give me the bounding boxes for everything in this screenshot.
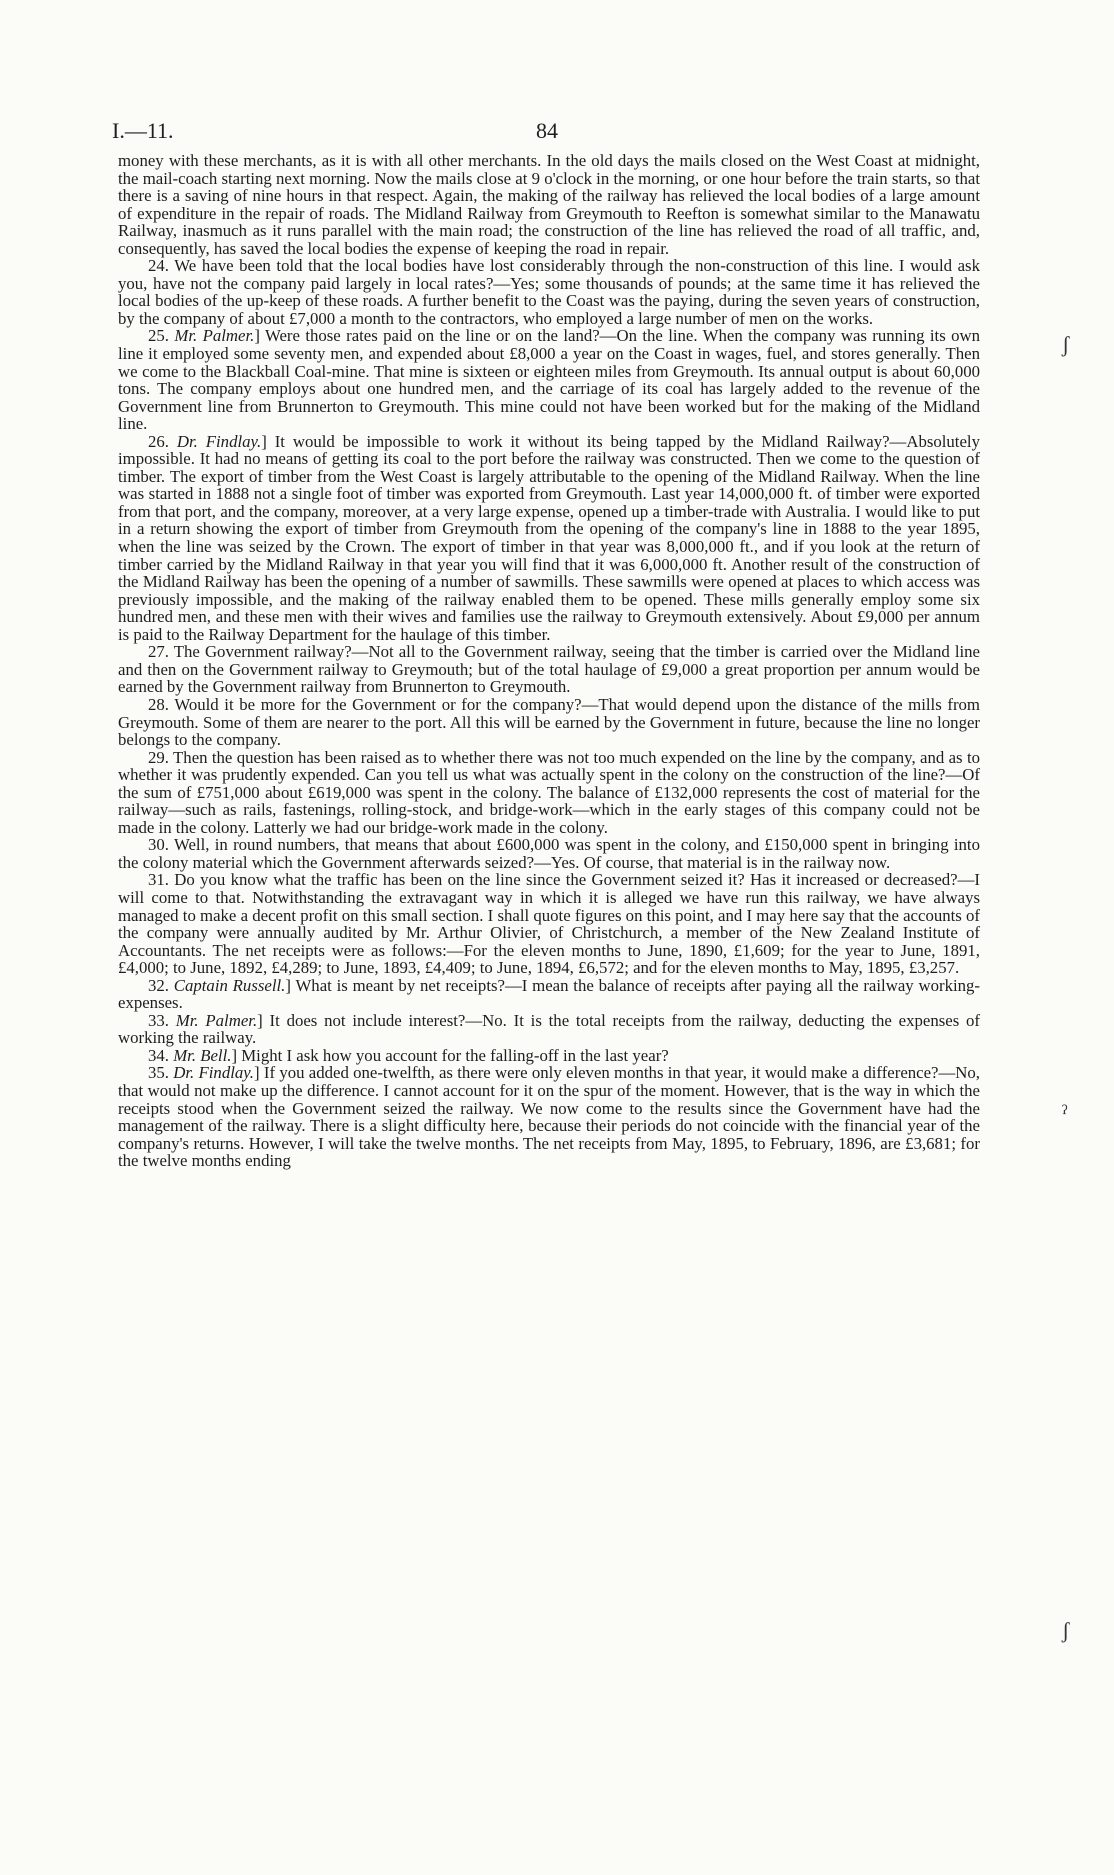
paragraph-text: The Government railway?—Not all to the Government railway, seeing that the timber is carried over the Midland line and then on the Government railway to Greymouth; but of the total haulage of £9,000 a great proportion per annum would be earned by the Government railway from Brunnerton to Greymouth. (118, 642, 980, 697)
paragraph-text: Do you know what the traffic has been on the line since the Government seized it? Has it increased or decreased?—I will come to that. Notwithstanding the extravagant way in which it is alleged we have run this railway, we have always managed to make a decent profit on this small section. I shall quote figures on this point, and I may here say that the accounts of the company were annually audited by Mr. Arthur Olivier, of Christchurch, a member of the New Zealand Institute of Accountants. The net receipts were as follows:—For the eleven months to June, 1890, £1,609; for the year to June, 1891, £4,000; to June, 1892, £4,289; to June, 1893, £4,409; to June, 1894, £6,572; and for the eleven months to May, 1895, £3,257. (118, 870, 980, 978)
paragraph: 32. Captain Russell.] What is meant by net receipts?—I mean the balance of receipts after paying all the railway working-expenses. (118, 975, 980, 1013)
paragraph: 35. Dr. Findlay.] If you added one-twelfth, as there were only eleven months in that year, it would make a difference?—No, that would not make up the difference. I cannot account for it on the spur of the moment. However, that is the way in which the receipts stood when the Government seized the railway. We now come to the results since the Government have had the management of the railway. There is a slight difficulty here, because their periods do not coincide with the financial year of the company's returns. However, I will take the twelve months. The net receipts from May, 1895, to February, 1896, are £3,681; for the twelve months ending (118, 1063, 980, 1171)
paragraph-text: Well, in round numbers, that means that about £600,000 was spent in the colony, and £150,000 spent in bringing into the colony material which the Government afterwards seized?—Yes. Of course, that material is in the railway now. (118, 835, 980, 872)
paragraph-text: What is meant by net receipts?—I mean the balance of receipts after paying all the railway working-expenses. (118, 975, 980, 1013)
question-number: 25. (148, 326, 169, 346)
paragraph: 34. Mr. Bell.] Might I ask how you account for the falling-off in the last year? (148, 1045, 669, 1065)
parliamentary-paper-reference: I.—11. (112, 118, 174, 143)
margin-mark: ˀ (1062, 1100, 1068, 1125)
question-number: 33. (148, 1010, 169, 1030)
document-body (118, 152, 980, 1170)
speaker-name: Dr. Findlay. (173, 1063, 254, 1083)
paragraph-text: It would be impossible to work it without its being tapped by the Midland Railway?—Absolutely impossible. It had no means of getting its coal to the port before the railway was constructed. Then we come to the question of timber. The export of timber from the West Coast is largely attributable to the opening of the Midland Railway. When the line was started in 1888 not a single foot of timber was exported from Greymouth. Last year 14,000,000 ft. of timber were exported from that port, and the company, moreover, at a very large expense, opened up a timber-trade with Australia. I would like to put in a return showing the export of timber from Greymouth from the opening of the company's line in 1888 to the year 1895, when the line was seized by the Crown. The export of timber in that year was 8,000,000 ft., and if you look at the return of timber carried by the Midland Railway in that year you will find that it was 6,000,000 ft. Another result of the construction of the Midland Railway has been the opening of a number of sawmills. These sawmills were opened at places to which access was previously impossible, and the making of the railway enabled them to be opened. These mills generally employ some six hundred men, and these men with their wives and families use the railway to Greymouth extensively. About £9,000 per annum is paid to the Railway Department for the haulage of this timber. (118, 431, 980, 644)
paragraph-text: money with these merchants, as it is with all other merchants. In the old days the mails closed on the West Coast at midnight, the mail-coach starting next morning. Now the mails close at 9 o'clock in the morning, or one hour before the train starts, so that there is a saving of nine hours in that respect. Again, the making of the railway has relieved the local bodies of a large amount of expenditure in the repair of roads. The Midland Railway from Greymouth to Reefton is somewhat similar to the Manawatu Railway, inasmuch as it runs parallel with the main road; the construction of the line has relieved the road of all traffic, and, consequently, has saved the local bodies the expense of keeping the road in repair. (118, 151, 980, 258)
paragraph (118, 749, 980, 837)
page-number: 84 (536, 118, 558, 143)
question-number: 32. (148, 975, 169, 995)
paragraph-text: Were those rates paid on the line or on the land?—On the line. When the company was running its own line it employed some seventy men, and expended about £8,000 a year on the Coast in wages, fuel, and stores generally. Then we come to the Blackball Coal-mine. That mine is sixteen or eighteen miles from Greymouth. Its annual output is about 60,000 tons. The company employs about one hundred men, and the carriage of its coal has largely added to the revenue of the Government line from Brunnerton to Greymouth. This mine could not have been worked but for the making of the Midland line. (118, 326, 980, 434)
paragraph (118, 836, 980, 871)
speaker-name: Mr. Bell. (173, 1045, 232, 1065)
question-number: 28. (148, 694, 169, 714)
paragraph (118, 643, 980, 696)
margin-mark: ʃ (1062, 332, 1070, 357)
speaker-name: Captain Russell. (173, 975, 286, 995)
question-number: 27. (148, 642, 169, 662)
paragraph: 25. Mr. Palmer.] Were those rates paid on the line or on the land?—On the line. When the company was running its own line it employed some seventy men, and expended about £8,000 a year on the Coast in wages, fuel, and stores generally. Then we come to the Blackball Coal-mine. That mine is sixteen or eighteen miles from Greymouth. Its annual output is about 60,000 tons. The company employs about one hundred men, and the carriage of its coal has largely added to the revenue of the Government line from Brunnerton to Greymouth. This mine could not have been worked but for the making of the Midland line. (118, 326, 980, 434)
page-header (112, 118, 980, 152)
question-number: 26. (148, 431, 169, 451)
paragraph (118, 871, 980, 976)
question-number: 29. (148, 747, 169, 767)
paragraph (118, 696, 980, 749)
question-number: 31. (148, 870, 169, 890)
paragraph-text: Then the question has been raised as to whether there was not too much expended on the line by the company, and as to whether it was prudently expended. Can you tell us what was actually spent in the colony on the construction of the line?—Of the sum of £751,000 about £619,000 was spent in the colony. The balance of £132,000 represents the cost of material for the railway—such as rails, fastenings, rolling-stock, and bridge-work—which in the early stages of this company could not be made in the colony. Latterly we had our bridge-work made in the colony. (118, 747, 980, 837)
question-number: 24. (148, 256, 169, 276)
speaker-name: Mr. Palmer. (174, 326, 255, 346)
paragraph (118, 152, 980, 257)
question-number: 34. (148, 1045, 169, 1065)
paragraph-text: Would it be more for the Government or for the company?—That would depend upon the distance of the mills from Greymouth. Some of them are nearer to the port. All this will be earned by the Government in future, because the line no longer belongs to the company. (118, 694, 980, 750)
paragraph-text: Might I ask how you account for the falling-off in the last year? (241, 1045, 669, 1065)
margin-mark: ʃ (1062, 1618, 1070, 1643)
paragraph-text: If you added one-twelfth, as there were only eleven months in that year, it would make a difference?—No, that would not make up the difference. I cannot account for it on the spur of the moment. However, that is the way in which the receipts stood when the Government seized the railway. We now come to the results since the Government have had the management of the railway. There is a slight difficulty here, because their periods do not coincide with the financial year of the company's returns. However, I will take the twelve months. The net receipts from May, 1895, to February, 1896, are £3,681; for the twelve months ending (118, 1063, 980, 1171)
paragraph-text: It does not include interest?—No. It is the total receipts from the railway, deducting the expenses of working the railway. (118, 1010, 980, 1048)
paragraph-text: We have been told that the local bodies have lost considerably through the non-construction of this line. I would ask you, have not the company paid largely in local rates?—Yes; some thousands of pounds; at the same time it has relieved the local bodies of the up-keep of these roads. A further benefit to the Coast was the paying, during the seven years of construction, by the company of about £7,000 a month to the contractors, who employed a large number of men on the works. (118, 256, 980, 328)
paragraph: 33. Mr. Palmer.] It does not include interest?—No. It is the total receipts from the railway, deducting the expenses of working the railway. (118, 1010, 980, 1048)
speaker-name: Dr. Findlay. (176, 431, 262, 451)
paragraph: 26. Dr. Findlay.] It would be impossible to work it without its being tapped by the Midland Railway?—Absolutely impossible. It had no means of getting its coal to the port before the railway was constructed. Then we come to the question of timber. The export of timber from the West Coast is largely attributable to the opening of the Midland Railway. When the line was started in 1888 not a single foot of timber was exported from Greymouth. Last year 14,000,000 ft. of timber were exported from that port, and the company, moreover, at a very large expense, opened up a timber-trade with Australia. I would like to put in a return showing the export of timber from Greymouth from the opening of the company's line in 1888 to the year 1895, when the line was seized by the Crown. The export of timber in that year was 8,000,000 ft., and if you look at the return of timber carried by the Midland Railway in that year you will find that it was 6,000,000 ft. Another result of the construction of the Midland Railway has been the opening of a number of sawmills. These sawmills were opened at places to which access was previously impossible, and the making of the railway enabled them to be opened. These mills generally employ some six hundred men, and these men with their wives and families use the railway to Greymouth extensively. About £9,000 per annum is paid to the Railway Department for the haulage of this timber. (118, 431, 980, 644)
question-number: 30. (148, 835, 169, 855)
question-number: 35. (148, 1063, 169, 1083)
document-page (112, 118, 980, 1171)
paragraph (118, 257, 980, 327)
speaker-name: Mr. Palmer. (175, 1010, 258, 1030)
